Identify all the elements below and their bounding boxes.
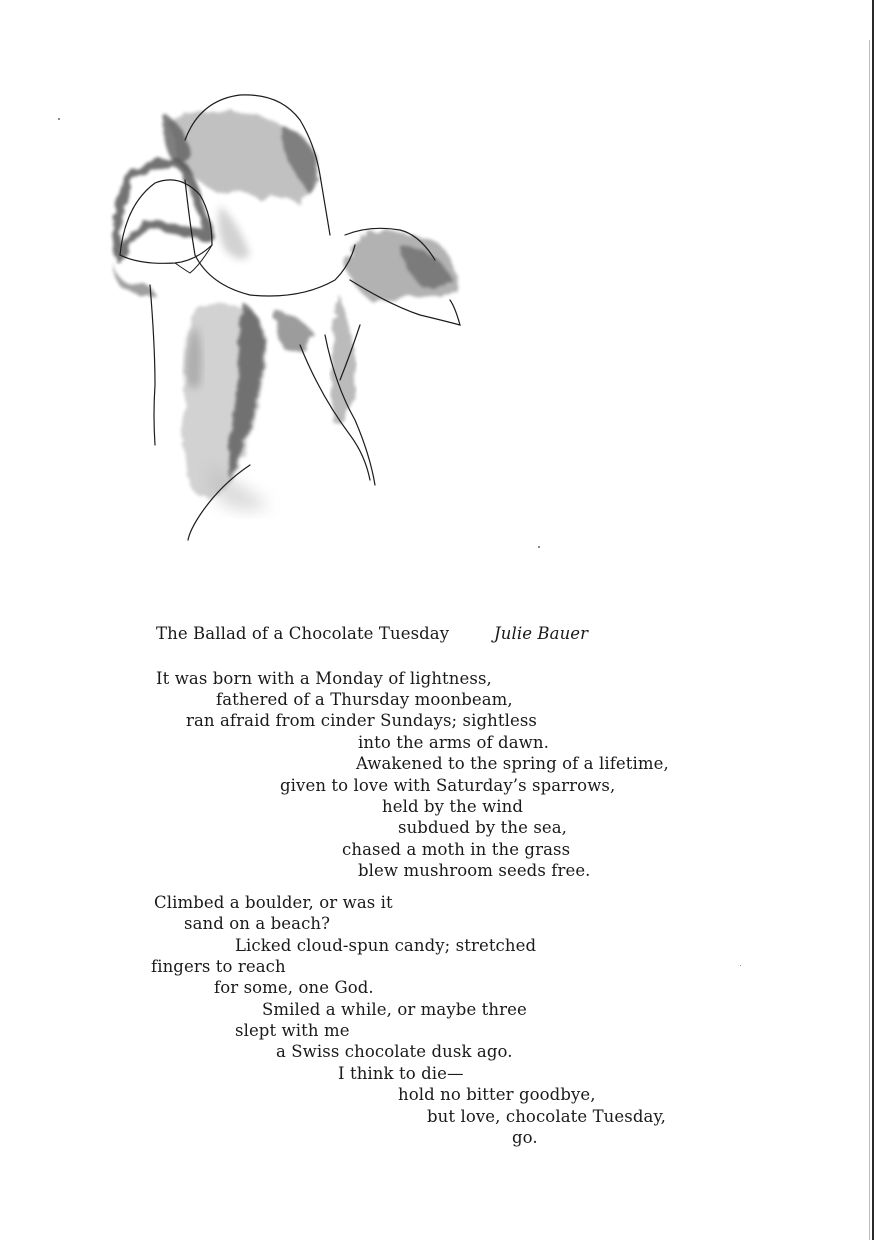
ink-speck (538, 546, 540, 548)
poem-line: given to love with Saturday’s sparrows, (280, 776, 616, 795)
page-edge-line (872, 0, 874, 1240)
poem-line: Licked cloud-spun candy; stretched (235, 936, 537, 955)
poem-line: Smiled a while, or maybe three (262, 1000, 527, 1019)
poem-line: held by the wind (382, 797, 524, 816)
poem-line: It was born with a Monday of lightness, (156, 669, 492, 688)
poem-line: Climbed a boulder, or was it (154, 893, 393, 912)
poem-line: ran afraid from cinder Sundays; sightless (186, 711, 537, 730)
poem-title: The Ballad of a Chocolate Tuesday (156, 624, 450, 643)
poem-line: but love, chocolate Tuesday, (427, 1107, 667, 1126)
ink-speck (58, 118, 60, 120)
mushroom-ink-illustration (100, 85, 480, 545)
poem-line: slept with me (235, 1021, 350, 1040)
poem-line: sand on a beach? (184, 914, 331, 933)
wash-left-cap (114, 163, 210, 297)
poem-author: Julie Bauer (494, 624, 589, 643)
page-edge-shadow (869, 40, 870, 1240)
poem-line: hold no bitter goodbye, (398, 1085, 596, 1104)
poem-line: chased a moth in the grass (342, 840, 571, 859)
poem-line: I think to die— (338, 1064, 464, 1083)
poem-line: subdued by the sea, (398, 818, 568, 837)
ink-speck (740, 965, 741, 966)
poem-line: go. (512, 1128, 538, 1147)
poem-line: a Swiss chocolate dusk ago. (276, 1042, 513, 1061)
poem-line: into the arms of dawn. (358, 733, 549, 752)
wash-right-cap (331, 232, 456, 425)
poem-line: fathered of a Thursday moonbeam, (216, 690, 513, 709)
wash-stem (183, 300, 315, 510)
poem-line: blew mushroom seeds free. (358, 861, 591, 880)
poem-line: Awakened to the spring of a lifetime, (356, 754, 669, 773)
poem-line: for some, one God. (214, 978, 374, 997)
poem-line: fingers to reach (151, 957, 286, 976)
